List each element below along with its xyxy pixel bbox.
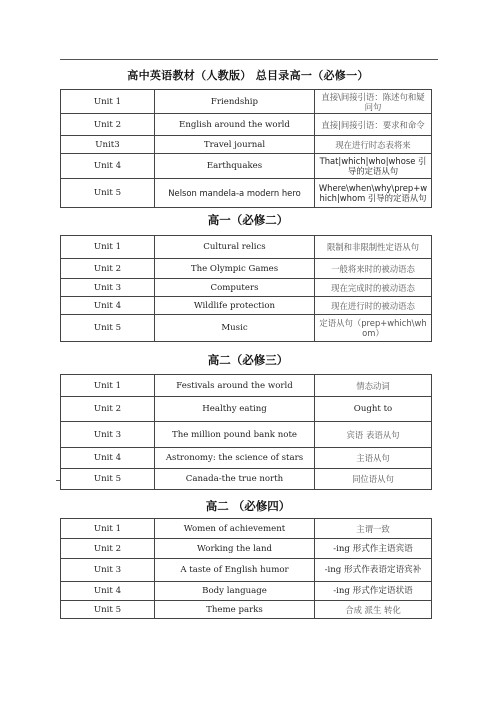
topic-cell: Working the land (155, 539, 315, 559)
topic-cell: Theme parks (155, 601, 315, 619)
topic-cell: Travel journal (155, 136, 315, 154)
grammar-cell: -ing 形式作表语定语宾补 (315, 559, 432, 582)
unit-cell: Unit 5 (61, 315, 155, 342)
unit-cell: Unit 2 (61, 539, 155, 559)
unit-cell: Unit 2 (61, 397, 155, 422)
unit-cell: Unit 1 (61, 375, 155, 397)
unit-cell: Unit 5 (61, 179, 155, 208)
grammar-cell: 现在进行时的被动语态 (315, 297, 432, 315)
grammar-cell: -ing 形式作定语状语 (315, 582, 432, 601)
table-row (61, 259, 432, 279)
grammar-cell: Ought to (315, 397, 432, 422)
grammar-cell: 合成 派生 转化 (315, 601, 432, 619)
grammar-cell: 情态动词 (315, 375, 432, 397)
topic-cell: Cultural relics (155, 236, 315, 259)
topic-cell: Music (155, 315, 315, 342)
table-row (61, 154, 432, 179)
table-row (61, 297, 432, 315)
topic-cell: A taste of English humor (155, 559, 315, 582)
topic-cell: Friendship (155, 90, 315, 114)
topic-cell: Women of achievement (155, 519, 315, 539)
topic-cell: Healthy eating (155, 397, 315, 422)
table-row (61, 448, 432, 469)
table-row (61, 422, 432, 448)
table-row (61, 114, 432, 136)
unit-cell: Unit 2 (61, 114, 155, 136)
grammar-cell: 限制和非限制性定语从句 (315, 236, 432, 259)
topic-cell: The Olympic Games (155, 259, 315, 279)
topic-cell: Canada-the true north (155, 469, 315, 490)
grammar-cell: 主语从句 (315, 448, 432, 469)
table-row (61, 519, 432, 539)
topic-cell: English around the world (155, 114, 315, 136)
topic-cell: Astronomy: the science of stars (155, 448, 315, 469)
table-row (61, 179, 432, 208)
grammar-cell: 主谓一致 (315, 519, 432, 539)
table-row (61, 601, 432, 619)
unit-cell: Unit 3 (61, 279, 155, 297)
unit-cell: Unit 5 (61, 601, 155, 619)
topic-cell: Nelson mandela-a modern hero (155, 179, 315, 208)
unit-cell: Unit 4 (61, 154, 155, 179)
table-book-4 (60, 518, 432, 619)
unit-cell: Unit 4 (61, 448, 155, 469)
section-title-book-3: 高二（必修三） (207, 353, 289, 367)
table-row (61, 375, 432, 397)
unit-cell: Unit 3 (61, 559, 155, 582)
unit-cell: Unit 1 (61, 90, 155, 114)
topic-cell: The million pound bank note (155, 422, 315, 448)
topic-cell: Festivals around the world (155, 375, 315, 397)
unit-cell: Unit 4 (61, 297, 155, 315)
grammar-cell: 同位语从句 (315, 469, 432, 490)
unit-cell: Unit 1 (61, 519, 155, 539)
table-row (61, 582, 432, 601)
unit-cell: Unit3 (61, 136, 155, 154)
grammar-cell: Where\when\why\prep+which|whom 引导的定语从句 (315, 179, 432, 208)
table-row (61, 315, 432, 342)
grammar-cell: -ing 形式作主语宾语 (315, 539, 432, 559)
grammar-cell: 直接\间接引语：陈述句和疑问句 (315, 90, 432, 114)
section-title-book-2: 高一（必修二） (207, 213, 289, 227)
grammar-cell: 宾语 表语从句 (315, 422, 432, 448)
table-row (61, 559, 432, 582)
table-row (61, 90, 432, 114)
table-row (61, 469, 432, 490)
table-row (61, 539, 432, 559)
topic-cell: Wildlife protection (155, 297, 315, 315)
unit-cell: Unit 2 (61, 259, 155, 279)
topic-cell: Earthquakes (155, 154, 315, 179)
unit-cell: Unit 5 (61, 469, 155, 490)
table-row (61, 279, 432, 297)
table-row (61, 136, 432, 154)
unit-cell: Unit 3 (61, 422, 155, 448)
table-book-2 (60, 235, 432, 342)
table-book-3 (60, 374, 432, 490)
table-book-1 (60, 89, 432, 208)
unit-cell: Unit 4 (61, 582, 155, 601)
grammar-cell: 现在进行时态表将来 (315, 136, 432, 154)
topic-cell: Computers (155, 279, 315, 297)
grammar-cell: 一般将来时的被动语态 (315, 259, 432, 279)
table-row (61, 236, 432, 259)
header-rule (60, 59, 438, 60)
grammar-cell: 直接|间接引语：要求和命令 (315, 114, 432, 136)
grammar-cell: That|which|who|whose 引导的定语从句 (315, 154, 432, 179)
unit-cell: Unit 1 (61, 236, 155, 259)
page-title: 高中英语教材（人教版） 总目录高一（必修一） (127, 69, 369, 82)
grammar-cell: 定语从句（prep+which\whom） (315, 315, 432, 342)
table-row (61, 397, 432, 422)
topic-cell: Body language (155, 582, 315, 601)
section-title-book-4: 高二 （必修四） (205, 499, 291, 513)
grammar-cell: 现在完成时的被动语态 (315, 279, 432, 297)
